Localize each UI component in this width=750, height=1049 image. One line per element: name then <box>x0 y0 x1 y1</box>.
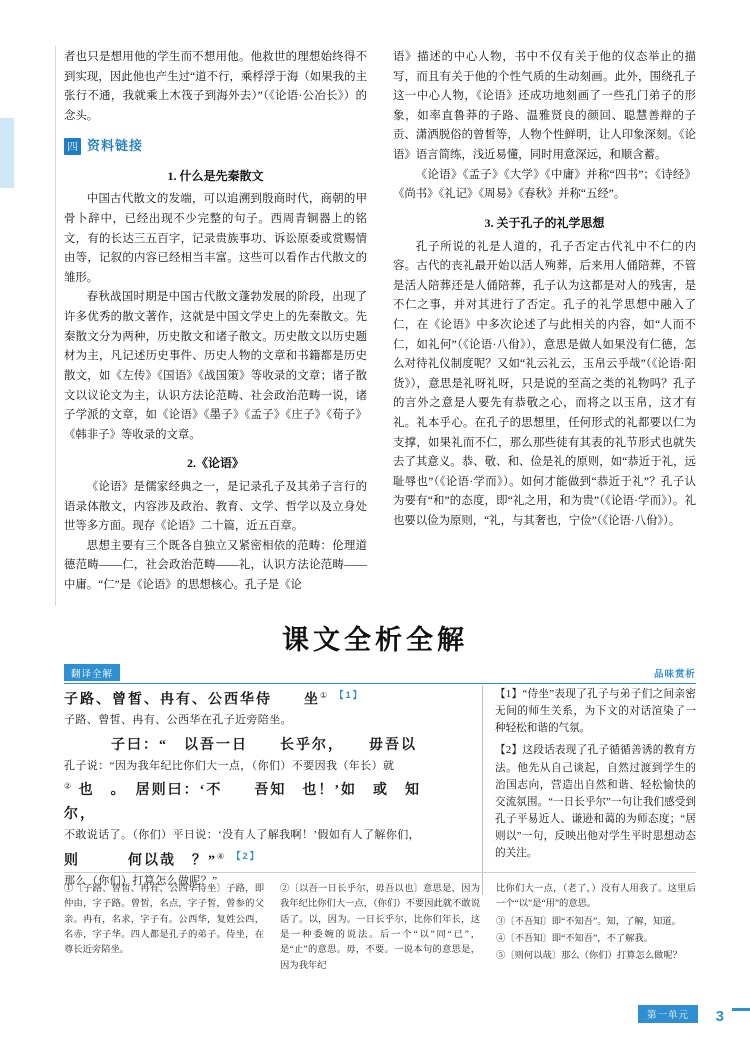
paragraph-analects-continued: 语》描述的中心人物，书中不仅有关于他的仪态举止的描写，而且有关于他的个性气质的生动刻画。此外，围绕孔子这一中心人物，《论语》还成功地刻画了一些孔门弟子的形象，如率直鲁莽的子路、温雅贤良的颜回、聪慧善辩的子贡、潇洒脱俗的曾皙等，人物个性鲜明，让人印象深刻。《论语》语言简练，浅近易懂，同时用意深远，和顺含蓄。 <box>393 51 696 162</box>
subheading-confucius-ritual-thought: 3. 关于孔子的礼学思想 <box>484 215 605 230</box>
translation-line-4: 那么（你们）打算怎么做呢？” <box>64 875 218 888</box>
original-line-1 <box>64 688 464 712</box>
analysis-body <box>64 686 696 895</box>
top-two-column-area <box>64 48 696 596</box>
right-text-column <box>393 48 696 596</box>
column-divider-left <box>55 46 56 606</box>
analysis-band <box>64 664 696 684</box>
left-text-column <box>64 48 367 596</box>
band-label-translation: 翻译全解 <box>64 664 120 681</box>
paragraph-analects-1: 《论语》是儒家经典之一，是记录孔子及其弟子言行的语录体散文，内容涉及政治、教育、文学、哲学以及立身处世等多方面。现存《论语》二十篇，近五百章。 <box>64 480 367 533</box>
original-line-3-marker: ② <box>64 781 74 791</box>
page-title: 课文全析全解 <box>282 625 468 655</box>
band-label-appreciation: 品味赏析 <box>653 668 696 680</box>
footer-unit-label: 第一单元 <box>638 1005 698 1023</box>
original-text-column <box>64 686 464 895</box>
original-line-4-note-ref: 【2】 <box>231 850 261 861</box>
translation-line-1: 子路、曾皙、冉有、公西华在孔子近旁陪坐。 <box>64 714 292 727</box>
page-edge-tab <box>0 118 14 188</box>
paragraph-four-books-five-classics: 《论语》《孟子》《大学》《中庸》并称“四书”；《诗经》《尚书》《礼记》《周易》《春秋》并称“五经”。 <box>393 168 696 201</box>
page-number: 3 <box>715 1008 724 1025</box>
original-line-4-marker: ④ <box>217 851 227 861</box>
footnote-item: ⑤〔则何以哉〕那么（你们）打算怎么做呢？ <box>496 951 682 962</box>
original-line-1-text: 子路、曾皙、冉有、公西华侍 坐 <box>64 692 320 708</box>
footnote-separator <box>64 872 696 873</box>
footnote-item: 比你们大一点，（老了，）没有人用我了。这里后一个“以”是“用”的意思。 <box>496 884 696 910</box>
paragraph-pre-qin-1: 中国古代散文的发端，可以追溯到殷商时代，商朝的甲骨卜辞中，已经出现不少完整的句子。西周青铜器上的铭文，有的长达三五百字，记录贵族事功、诉讼原委或赏赐情由等，记叙的内容已经相当丰富。这些可以看作古代散文的雏形。 <box>64 193 367 284</box>
appreciation-notes-column <box>482 686 696 895</box>
footnote-column-3 <box>496 882 696 976</box>
footnote-item: ②〔以吾一日长乎尔，毋吾以也〕意思是，因为我年纪比你们大一点，（你们）不要因此就不敢说话了。以，因为。一日长乎尔，比你们年长，这是一种委婉的说法。后一个“以”同“已”，是“止”的意思。毋，不要。一说本句的意思是，因为我年纪 <box>280 884 480 971</box>
original-line-2 <box>64 734 464 758</box>
subheading-what-is-pre-qin-prose: 1. 什么是先秦散文 <box>167 168 264 183</box>
original-line-4 <box>64 849 464 873</box>
section-heading-resources <box>64 135 367 157</box>
section-number-badge: 四 <box>64 138 81 155</box>
continued-paragraph: 者也只是想用他的学生而不想用他。他救世的理想始终得不到实现，因此他也产生过“道不行，乘桴浮于海（如果我的主张行不通，我就乘上木筏子到海外去）”（《论语·公冶长》）的念头。 <box>64 51 367 122</box>
translation-line-3: 不敢说话了。（你们）平日说：‘没有人了解我啊！’假如有人了解你们， <box>64 829 421 842</box>
section-title-text: 资料链接 <box>87 138 144 154</box>
footnotes-area <box>64 882 696 976</box>
translation-line-2: 孔子说：“因为我年纪比你们大一点，（你们）不要因我（年长）就 <box>64 759 395 772</box>
footnote-item: ③〔不吾知〕即“不知吾”。知，了解，知道。 <box>496 916 681 927</box>
appreciation-note-1: 【1】“侍坐”表现了孔子与弟子们之间亲密无间的师生关系，为下文的对话渲染了一种轻松和谐的气氛。 <box>495 689 696 735</box>
subheading-analects: 2.《论语》 <box>186 456 244 471</box>
paragraph-analects-2: 思想主要有三个既各自独立又紧密相依的范畴：伦理道德范畴——仁，社会政治范畴——礼，认识方法论范畴——中庸。“仁”是《论语》的思想核心。孔子是《论 <box>64 539 367 592</box>
original-line-2-text: 子曰：“ 以吾一日 长乎尔， 毋吾以 <box>111 738 417 754</box>
appreciation-note-2: 【2】这段话表现了孔子循循善诱的教育方法。他先从自己谈起，自然过渡到学生的治国志向，营造出自然和谐、轻松愉快的交流氛围。“一日长乎尔”一句让我们感受到孔子平易近人、谦逊和蔼的为师态度；“居则以”一句，反映出他对学生平时思想动态的关注。 <box>495 745 696 860</box>
footer-rule <box>732 1008 750 1011</box>
original-line-4-text: 则 何以哉 ？” <box>64 853 217 869</box>
original-line-3 <box>64 779 464 827</box>
paragraph-pre-qin-2: 春秋战国时期是中国古代散文蓬勃发展的阶段，出现了许多优秀的散文著作，这就是中国文学史上的先秦散文。先秦散文分为两种，历史散文和诸子散文。历史散文以历史题材为主，凡记述历史事件、历史人物的文章和书籍都是历史散文，如《左传》《国语》《战国策》等收录的文章；诸子散文以议论文为主，认识方法论范畴、社会政治范畴一说，诸子学派的文章，如《论语》《墨子》《孟子》《庄子》《荀子》《韩非子》等收录的文章。 <box>64 291 367 441</box>
original-line-1-note-ref: 【1】 <box>334 690 364 700</box>
original-line-3-text: 也 。 居则曰：‘不 吾知 也！’如 或 知 尔， <box>64 783 437 823</box>
footnote-column-1 <box>64 882 264 976</box>
original-line-1-marker: ① <box>320 691 330 700</box>
analysis-band-bar <box>64 664 696 684</box>
footnote-column-2 <box>280 882 480 976</box>
footnote-item: ④〔不吾知〕即“不知吾”，不了解我。 <box>496 933 654 944</box>
footnote-item: ①〔子路、曾皙、冉有、公西华侍坐〕子路，即仲由，字子路。曾皙，名点，字子皙，曾参的父亲。冉有，名求，字子有。公西华，复姓公西，名赤，字子华。四人都是孔子的弟子。侍坐，在尊长近旁陪坐。 <box>64 884 264 956</box>
page-footer <box>0 1001 750 1023</box>
paragraph-ritual-thought: 孔子所说的礼是人道的，孔子否定古代礼中不仁的内容。古代的丧礼最开始以活人殉葬，后来用人俑陪葬，不管是活人陪葬还是人俑陪葬，孔子认为这都是对人的残害，是不仁之事，并对其进行了否定。孔子的礼学思想中融入了仁，在《论语》中多次论述了与此相关的内容，如“人而不仁，如礼何”（《论语·八佾》），意思是做人如果没有仁德，怎么对待礼仪制度呢？又如“礼云礼云，玉帛云乎哉”（《论语·阳货》），意思是礼呀礼呀，只是说的至高之类的礼物吗？孔子的言外之意是人要先有恭敬之心，而将之以玉帛，这才有礼。礼本乎心。在孔子的思想里，任何形式的礼都要以仁为支撑，如果礼而不仁，那么那些徒有其表的礼节形式也就失去了其意义。恭、敬、和、俭是礼的原则，如“恭近于礼，远耻辱也”（《论语·学而》）。如何才能做到“恭近于礼”？孔子认为要有“和”的态度，即“礼之用，和为贵”（《论语·学而》）。礼也要以俭为原则，“礼，与其奢也，宁俭”（《论语·八佾》）。 <box>393 240 696 528</box>
